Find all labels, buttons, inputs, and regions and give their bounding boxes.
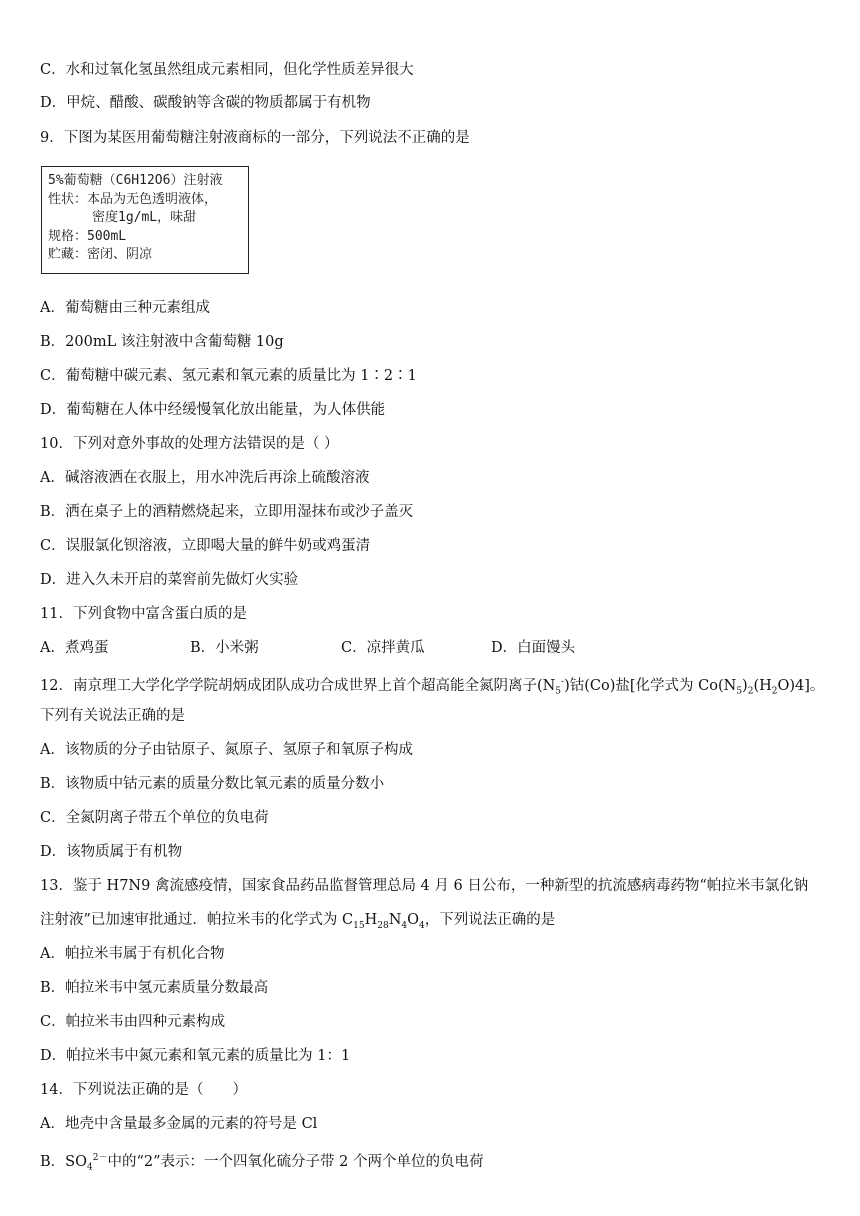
- glucose-label-image: [41, 166, 249, 274]
- option-d-line: D．甲烷、醋酸、碳酸钠等含碳的物质都属于有机物: [40, 95, 371, 111]
- q14-option-b: B．$SO_4^{2-}$中的“2”表示：一个四氧化硫分子带 2 个两个单位的负电荷: [40, 1153, 484, 1173]
- q9-option-d: D．葡萄糖在人体中经缓慢氧化放出能量，为人体供能: [40, 402, 386, 418]
- question-14: 14．下列说法正确的是（ ）: [40, 1082, 247, 1098]
- q14-option-a: A．地壳中含量最多金属的元素的符号是 Cl: [40, 1116, 318, 1132]
- q11-option-d: D．白面馒头: [491, 640, 576, 656]
- label-property: 性状：本品为无色透明液体，: [48, 191, 218, 207]
- q12-option-d: D．该物质属于有机物: [40, 844, 183, 860]
- question-11: 11．下列食物中富含蛋白质的是: [40, 606, 247, 622]
- q12-option-b: B．该物质中钴元素的质量分数比氧元素的质量分数小: [40, 776, 385, 792]
- q13-option-c: C．帕拉米韦由四种元素构成: [40, 1014, 226, 1030]
- label-density: 密度1g/mL，味甜: [92, 210, 197, 225]
- question-12-line2: 下列有关说法正确的是: [40, 708, 185, 724]
- label-storage: 贮藏：密闭、阴凉: [48, 247, 153, 262]
- q9-option-a: A．葡萄糖由三种元素组成: [40, 300, 210, 316]
- q12-option-c: C．全氮阴离子带五个单位的负电荷: [40, 810, 269, 826]
- q13-option-a: A．帕拉米韦属于有机化合物: [40, 946, 225, 962]
- q10-option-b: B．洒在桌子上的酒精燃烧起来，立即用湿抹布或沙子盖灭: [40, 504, 414, 520]
- q10-option-d: D．进入久未开启的菜窖前先做灯火实验: [40, 572, 299, 588]
- q11-option-a: A．煮鸡蛋: [40, 640, 109, 656]
- q10-option-a: A．碱溶液洒在衣服上，用水冲洗后再涂上硫酸溶液: [40, 470, 370, 486]
- q11-option-c: C．凉拌黄瓜: [341, 640, 425, 656]
- question-10: 10．下列对意外事故的处理方法错误的是（ ）: [40, 436, 339, 452]
- q11-option-b: B．小米粥: [190, 640, 259, 656]
- question-9: 9．下图为某医用葡萄糖注射液商标的一部分，下列说法不正确的是: [40, 130, 470, 146]
- q13-option-d: D．帕拉米韦中氮元素和氧元素的质量比为 1：1: [40, 1048, 351, 1064]
- option-c-line: C．水和过氧化氢虽然组成元素相同，但化学性质差异很大: [40, 62, 414, 78]
- question-12: 12．南京理工大学化学学院胡炳成团队成功合成世界上首个超高能全氮阴离子$(N_5^-)$钴(Co)盐[化学式为 $Co(N_5)_2(H_2O)4$]。: [40, 677, 825, 697]
- label-spec: 规格：500mL: [48, 228, 127, 244]
- q13-option-b: B．帕拉米韦中氢元素质量分数最高: [40, 980, 269, 996]
- label-title: 5%葡萄糖（C6H12O6）注射液: [48, 173, 223, 188]
- q9-option-c: C．葡萄糖中碳元素、氢元素和氧元素的质量比为 1∶2∶1: [40, 368, 417, 384]
- q9-option-b: B．200mL 该注射液中含葡萄糖 10g: [40, 334, 284, 350]
- q12-option-a: A．该物质的分子由钴原子、氮原子、氢原子和氧原子构成: [40, 742, 413, 758]
- question-13-line2: 注射液”已加速审批通过．帕拉米韦的化学式为 $C_{15}H_{28}N_4O_4$，下列说法正确的是: [40, 912, 556, 931]
- q10-option-c: C．误服氯化钡溶液，立即喝大量的鲜牛奶或鸡蛋清: [40, 538, 371, 554]
- question-13: 13．鉴于 H7N9 禽流感疫情，国家食品药品监督管理总局 4 月 6 日公布，一种新型的抗流感病毒药物“帕拉米韦氯化钠: [40, 878, 809, 894]
